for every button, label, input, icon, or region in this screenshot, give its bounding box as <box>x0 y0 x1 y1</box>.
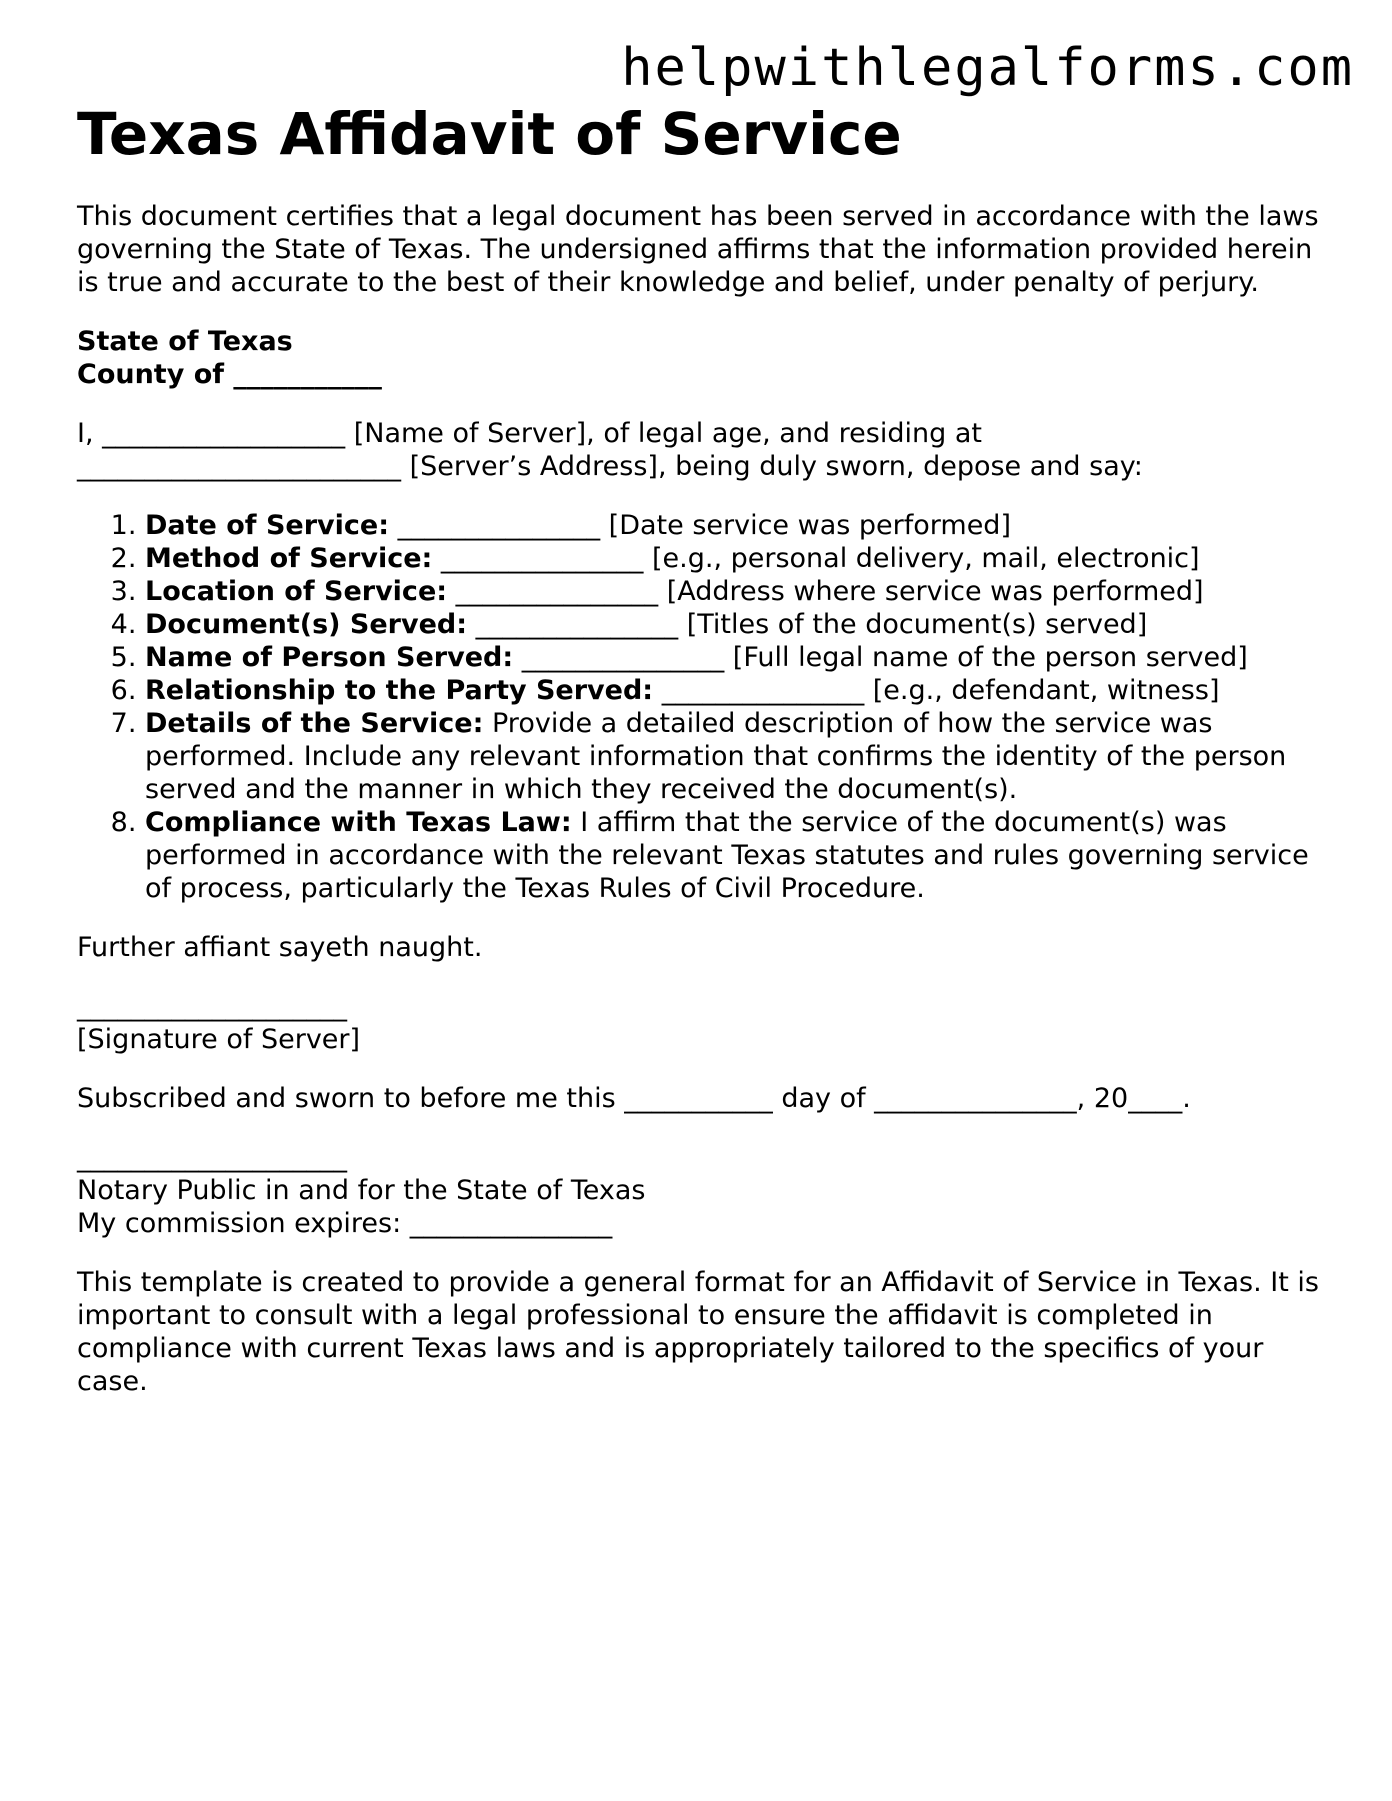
server-statement-line-2: ________________________ [Server’s Address], being duly sworn, depose and say: <box>77 451 1143 482</box>
notary-label: Notary Public in and for the State of Texas <box>77 1175 646 1206</box>
item-text: I affirm that the service of the document(s) was performed in accordance with the relevant Texas statutes and rules governing service of process, particularly the Texas Rules of Civil Procedure. <box>145 807 1309 904</box>
item-text: _______________ [Date service was performed] <box>389 510 1011 541</box>
item-label: Compliance with Texas Law: <box>145 807 572 838</box>
list-item <box>145 641 1327 674</box>
list-item <box>145 707 1327 806</box>
item-label: Document(s) Served: <box>145 609 468 640</box>
site-watermark: helpwithlegalforms.com <box>621 38 1354 98</box>
item-text: _______________ [Titles of the document(s) served] <box>467 609 1148 640</box>
further-statement: Further affiant sayeth naught. <box>77 932 483 963</box>
item-label: Location of Service: <box>145 576 448 607</box>
notary-signature-line: ____________________ <box>77 1142 347 1173</box>
notary-commission: My commission expires: _______________ <box>77 1208 613 1239</box>
item-label: Relationship to the Party Served: <box>145 675 654 706</box>
service-details-list <box>77 509 1327 905</box>
item-label: Method of Service: <box>145 543 433 574</box>
closing-paragraph: This template is created to provide a general format for an Affidavit of Service in Texas. It is important to consult with a legal professional to ensure the affidavit is completed in compliance with current Texas laws and is appropriately tailored to the specifics of your case. <box>77 1267 1319 1397</box>
item-text: _______________ [Full legal name of the person served] <box>513 642 1248 673</box>
item-text: _______________ [e.g., personal delivery, mail, electronic] <box>432 543 1200 574</box>
list-item <box>145 608 1327 641</box>
item-text: _______________ [e.g., defendant, witness] <box>653 675 1220 706</box>
list-item <box>145 509 1327 542</box>
document-body <box>77 100 1327 1398</box>
item-label: Date of Service: <box>145 510 389 541</box>
notary-block <box>77 1141 1327 1240</box>
item-text: Provide a detailed description of how the service was performed. Include any relevant information that confirms the identity of the person served and the manner in which they received the document(s). <box>145 708 1287 805</box>
intro-paragraph: This document certifies that a legal document has been served in accordance with the laws governing the State of Texas. The undersigned affirms that the information provided herein is true and accurate to the best of their knowledge and belief, under penalty of perjury. <box>77 201 1319 298</box>
document-title: Texas Affidavit of Service <box>77 100 902 168</box>
venue-state: State of Texas <box>77 326 293 357</box>
server-statement <box>77 417 1327 483</box>
server-signature-line: ____________________ <box>77 991 347 1022</box>
list-item <box>145 542 1327 575</box>
server-statement-line-1: I, __________________ [Name of Server], of legal age, and residing at <box>77 418 982 449</box>
subscribed-statement: Subscribed and sworn to before me this ___________ day of _______________, 20____. <box>77 1083 1191 1114</box>
list-item <box>145 575 1327 608</box>
venue-county: County of ___________ <box>77 359 382 390</box>
venue-block <box>77 325 1327 391</box>
server-signature-label: [Signature of Server] <box>77 1024 361 1055</box>
item-label: Name of Person Served: <box>145 642 514 673</box>
list-item <box>145 806 1327 905</box>
item-label: Details of the Service: <box>145 708 484 739</box>
server-signature-block <box>77 990 1327 1056</box>
item-text: _______________ [Address where service was performed] <box>447 576 1204 607</box>
list-item <box>145 674 1327 707</box>
